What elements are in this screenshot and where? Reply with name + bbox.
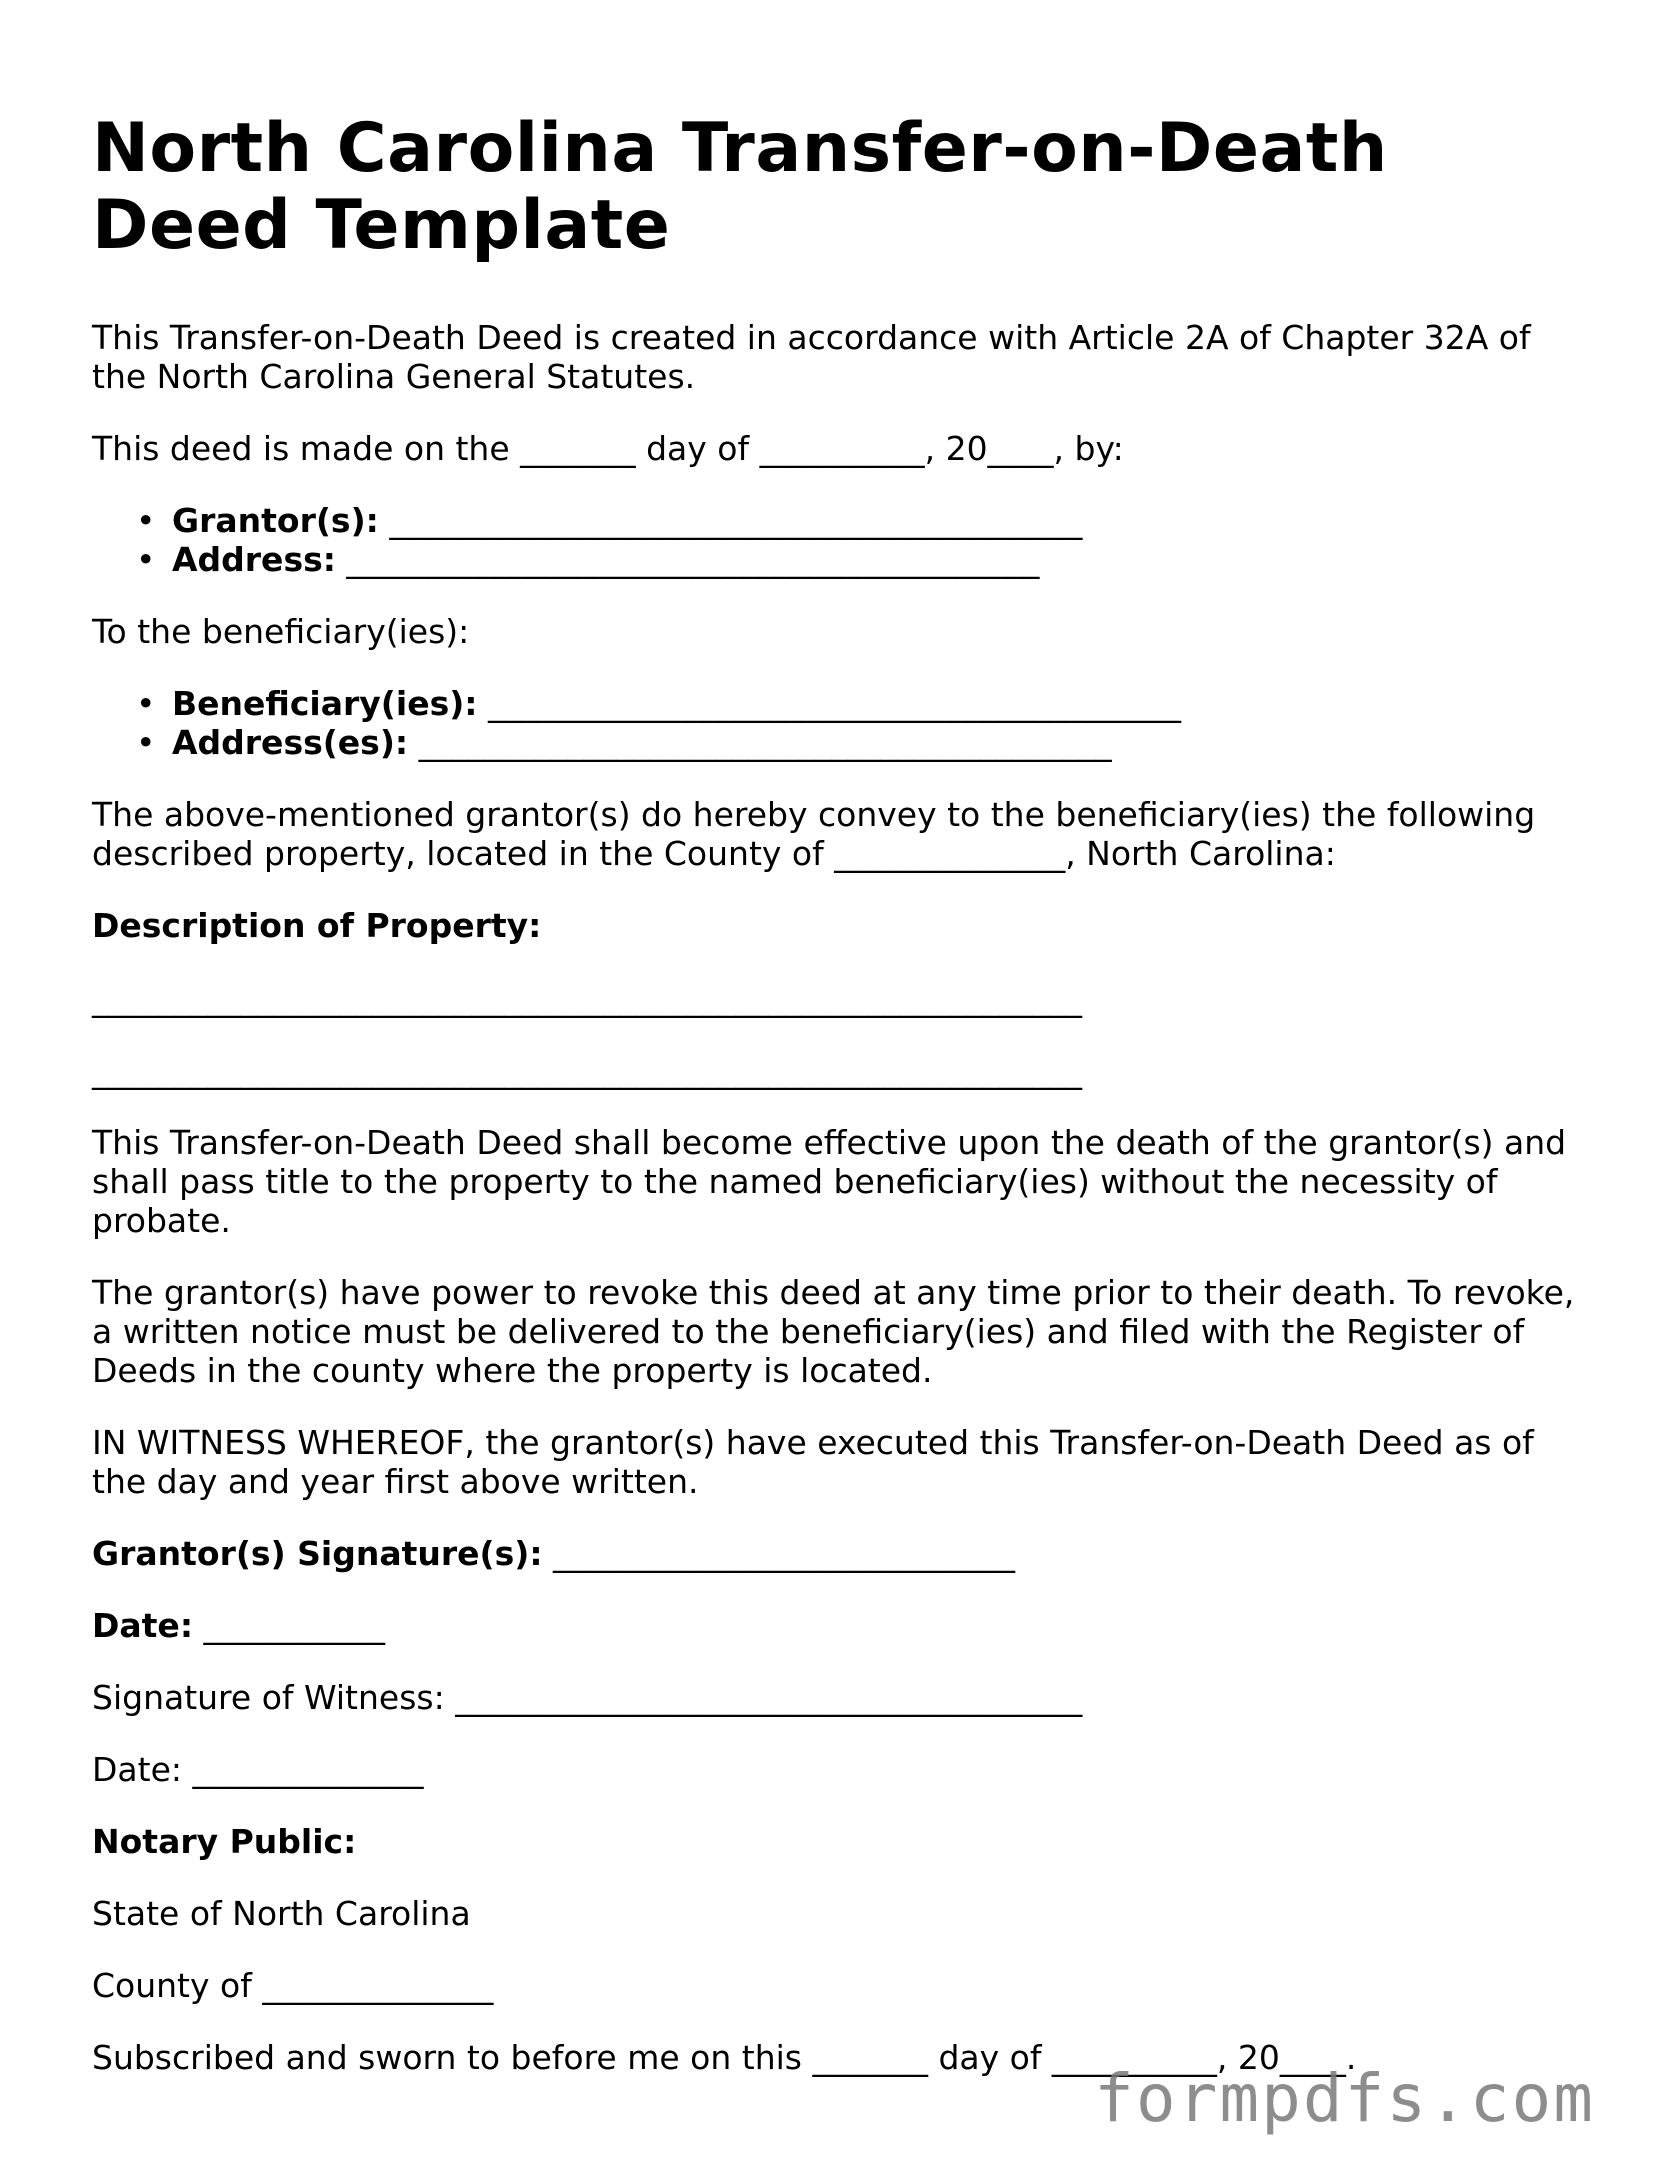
description-heading: Description of Property: <box>92 906 542 945</box>
grantor-date-label: Date: <box>92 1606 194 1645</box>
witness-date-line[interactable]: Date: ______________ <box>92 1750 424 1789</box>
list-item <box>172 540 1592 579</box>
made-on-paragraph: This deed is made on the _______ day of __________, 20____, by: <box>92 429 1124 468</box>
revoke-paragraph: The grantor(s) have power to revoke this deed at any time prior to their death. To revoke, a written notice must be delivered to the beneficiary(ies) and filed with the Register of Deeds in the county where the property is located. <box>92 1273 1575 1390</box>
beneficiary-blank[interactable]: __________________________________________ <box>477 684 1181 723</box>
witness-whereof-paragraph: IN WITNESS WHEREOF, the grantor(s) have executed this Transfer-on-Death Deed as of the day and year first above written. <box>92 1423 1534 1501</box>
beneficiary-address-label: Address(es): <box>172 723 409 762</box>
description-lines <box>92 979 1592 1090</box>
grantor-date-blank[interactable]: ___________ <box>193 1606 386 1645</box>
to-beneficiaries-paragraph: To the beneficiary(ies): <box>92 612 470 651</box>
grantor-signature-blank[interactable]: ____________________________ <box>542 1534 1016 1573</box>
document-page <box>92 110 1592 2110</box>
intro-paragraph: This Transfer-on-Death Deed is created in accordance with Article 2A of Chapter 32A of the North Carolina General Statutes. <box>92 318 1531 396</box>
grantor-label: Grantor(s): <box>172 501 379 540</box>
list-item <box>172 684 1592 723</box>
beneficiary-list <box>92 684 1592 762</box>
grantor-blank[interactable]: __________________________________________ <box>378 501 1083 540</box>
county-line[interactable]: County of ______________ <box>92 1966 494 2005</box>
effective-paragraph: This Transfer-on-Death Deed shall become effective upon the death of the grantor(s) and shall pass title to the property to the named beneficiary(ies) without the necessity of probate. <box>92 1123 1567 1240</box>
witness-signature-line[interactable]: Signature of Witness: ______________________________________ <box>92 1678 1083 1717</box>
document-title: North Carolina Transfer-on-Death Deed Template <box>92 109 1388 265</box>
list-item <box>172 723 1592 762</box>
convey-paragraph: The above-mentioned grantor(s) do hereby convey to the beneficiary(ies) the following described property, located in the County of ______________, North Carolina: <box>92 795 1536 873</box>
grantor-signature-line <box>92 1534 1592 1573</box>
beneficiary-address-blank[interactable]: __________________________________________ <box>408 723 1112 762</box>
state-line: State of North Carolina <box>92 1894 471 1933</box>
grantor-date-line <box>92 1606 1592 1645</box>
grantor-address-label: Address: <box>172 540 336 579</box>
notary-heading: Notary Public: <box>92 1822 357 1861</box>
beneficiary-label: Beneficiary(ies): <box>172 684 478 723</box>
description-line-2[interactable]: ____________________________________________________________ <box>92 1051 1082 1090</box>
grantor-signature-label: Grantor(s) Signature(s): <box>92 1534 543 1573</box>
subscribed-line[interactable]: Subscribed and sworn to before me on this _______ day of __________, 20____. <box>92 2038 1357 2077</box>
grantor-list <box>92 501 1592 579</box>
list-item <box>172 501 1592 540</box>
description-line-1[interactable]: ____________________________________________________________ <box>92 979 1082 1018</box>
grantor-address-blank[interactable]: __________________________________________ <box>335 540 1040 579</box>
watermark-logo: formpdfs.com <box>1094 2060 1595 2137</box>
